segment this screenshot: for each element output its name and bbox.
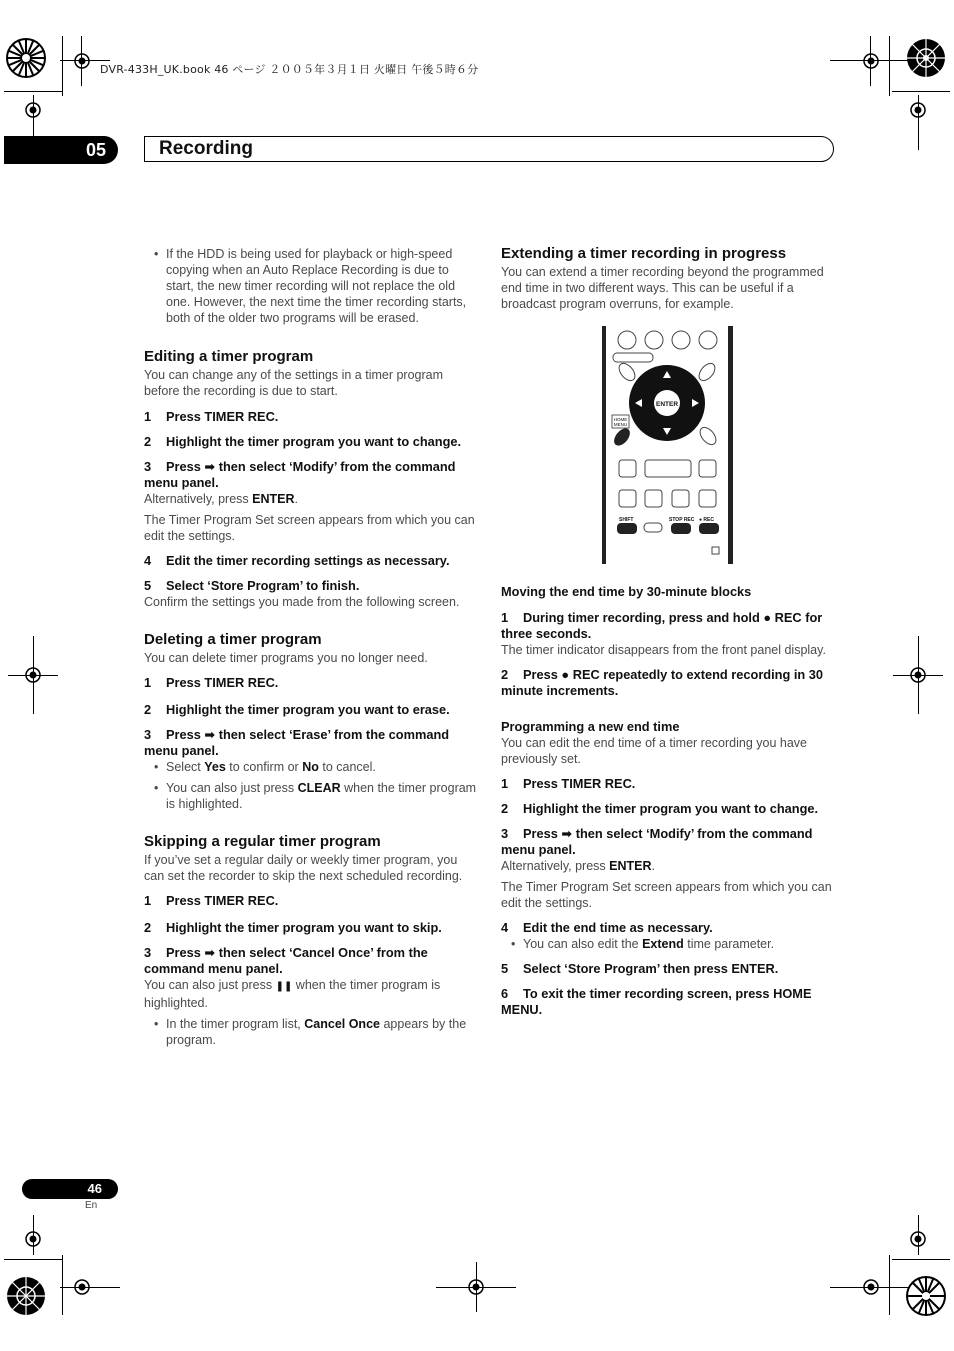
- section-heading: Editing a timer program: [144, 348, 314, 365]
- chapter-number: 05: [4, 136, 118, 164]
- home-menu-label-2: MENU: [613, 422, 628, 427]
- step: 1 During timer recording, press and hold ● REC for three seconds.: [501, 610, 823, 641]
- step: 1 Press TIMER REC.: [144, 409, 279, 424]
- remote-control-illustration: [600, 326, 736, 564]
- section-heading: Extending a timer recording in progress: [501, 245, 787, 262]
- crosshair-mark-icon: [20, 1226, 46, 1252]
- step: 3 Press ➡ then select ‘Modify’ from the command menu panel.: [501, 826, 813, 857]
- subheading: Moving the end time by 30-minute blocks: [501, 584, 752, 599]
- step: 5 Select ‘Store Program’ to finish.: [144, 578, 360, 593]
- paragraph: You can delete timer programs you no longer need.: [144, 651, 428, 665]
- rec-label: ● REC: [699, 517, 714, 523]
- section-heading: Skipping a regular timer program: [144, 833, 381, 850]
- step: 2 Press ● REC repeatedly to extend recording in 30 minute increments.: [501, 667, 824, 698]
- step: 2 Highlight the timer program you want to change.: [144, 434, 462, 449]
- paragraph: If you’ve set a regular daily or weekly timer program, you can set the recorder to skip the next scheduled recording.: [144, 853, 463, 883]
- crosshair-mark-icon: [905, 1226, 931, 1252]
- page-number: 46: [22, 1179, 118, 1199]
- crosshair-mark-icon: [858, 48, 884, 74]
- step: 3 Press ➡ then select ‘Erase’ from the command menu panel.: [144, 727, 450, 758]
- paragraph: You can extend a timer recording beyond the programmed end time in two different ways. This can be useful if a broadcast program overruns, for example.: [501, 265, 824, 311]
- registration-wheel-icon: [904, 36, 948, 80]
- list-item: • In the timer program list, Cancel Once appears by the program.: [154, 1017, 467, 1047]
- section-heading: Deleting a timer program: [144, 631, 322, 648]
- right-column-bottom: [501, 584, 837, 1018]
- page-language: En: [85, 1200, 98, 1211]
- step: 3 Press ➡ then select ‘Cancel Once’ from the command menu panel.: [144, 945, 428, 976]
- step: 1 Press TIMER REC.: [144, 893, 279, 908]
- step: 6 To exit the timer recording screen, press HOME MENU.: [501, 986, 812, 1017]
- crosshair-mark-icon: [20, 662, 46, 688]
- paragraph: You can edit the end time of a timer recording you have previously set.: [501, 736, 807, 766]
- chapter-title: Recording: [159, 138, 253, 159]
- crosshair-mark-icon: [69, 1274, 95, 1300]
- left-column: [144, 246, 480, 1048]
- crosshair-mark-icon: [905, 662, 931, 688]
- paragraph: You can change any of the settings in a timer program before the recording is due to start.: [144, 368, 444, 398]
- paragraph: The Timer Program Set screen appears from which you can edit the settings.: [144, 513, 475, 543]
- step: 5 Select ‘Store Program’ then press ENTER.: [501, 961, 779, 976]
- enter-label: ENTER: [655, 401, 679, 408]
- crosshair-mark-icon: [858, 1274, 884, 1300]
- stop-rec-label: STOP REC: [669, 517, 695, 523]
- registration-wheel-icon: [4, 1274, 48, 1318]
- registration-wheel-icon: [4, 36, 48, 80]
- crosshair-mark-icon: [905, 97, 931, 123]
- chapter-title-bar: [144, 136, 834, 162]
- list-item: • You can also just press CLEAR when the timer program is highlighted.: [154, 781, 477, 811]
- step: 1 Press TIMER REC.: [144, 675, 279, 690]
- shift-label: SHIFT: [619, 517, 634, 523]
- crosshair-mark-icon: [463, 1274, 489, 1300]
- crosshair-mark-icon: [20, 97, 46, 123]
- step: 4 Edit the timer recording settings as necessary.: [144, 553, 450, 568]
- home-menu-label-1: HOME: [613, 417, 628, 422]
- file-header: DVR-433H_UK.book 46 ページ ２００５年３月１日 火曜日 午後５時６分: [100, 63, 479, 76]
- step: 4 Edit the end time as necessary.: [501, 920, 713, 935]
- list-item: • Select Yes to confirm or No to cancel.: [154, 760, 376, 774]
- paragraph: The timer indicator disappears from the front panel display.: [501, 643, 826, 657]
- paragraph: Alternatively, press ENTER.: [144, 492, 299, 506]
- step: 3 Press ➡ then select ‘Modify’ from the command menu panel.: [144, 459, 456, 490]
- registration-wheel-icon: [904, 1274, 948, 1318]
- step: 2 Highlight the timer program you want to erase.: [144, 702, 450, 717]
- right-column-top: [501, 244, 837, 312]
- paragraph: Alternatively, press ENTER.: [501, 859, 656, 873]
- step: 2 Highlight the timer program you want to change.: [501, 801, 819, 816]
- list-item: • You can also edit the Extend time parameter.: [511, 937, 775, 951]
- paragraph: You can also just press ❚❚ when the timer program is highlighted.: [144, 978, 441, 1010]
- subheading: Programming a new end time: [501, 719, 680, 734]
- step: 1 Press TIMER REC.: [501, 776, 636, 791]
- list-item: • If the HDD is being used for playback or high-speed copying when an Auto Replace Recording is due to start, the new timer recording will not replace the old one. However, the next time the timer recording starts, both of the older two programs will be erased.: [154, 247, 467, 325]
- crosshair-mark-icon: [69, 48, 95, 74]
- step: 2 Highlight the timer program you want to skip.: [144, 920, 442, 935]
- paragraph: The Timer Program Set screen appears from which you can edit the settings.: [501, 880, 832, 910]
- paragraph: Confirm the settings you made from the following screen.: [144, 595, 460, 609]
